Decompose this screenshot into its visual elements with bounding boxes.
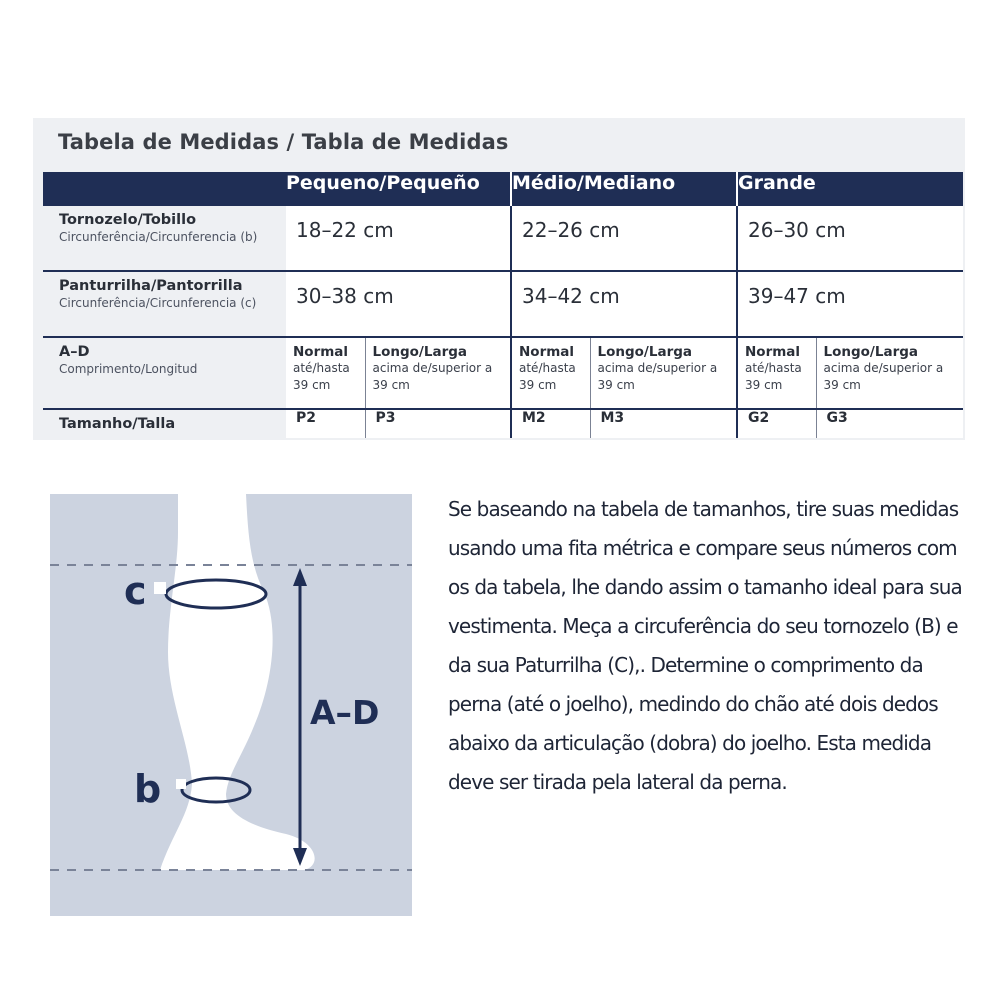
length-normal-large (737, 337, 816, 409)
calf-medium-value: 34–42 cm (511, 271, 737, 337)
calf-label-cell (43, 271, 286, 337)
calf-label: c (124, 569, 147, 613)
ankle-label: Tornozelo/Tobillo (59, 212, 197, 228)
calf-row (43, 271, 963, 337)
length-arrow-top (293, 568, 307, 586)
normal-line1: até/hasta (745, 361, 802, 375)
length-long-large (816, 337, 963, 409)
long-line2: 39 cm (823, 378, 861, 392)
table-header-row (43, 172, 963, 206)
leg-illustration (50, 494, 412, 916)
size-m3: M3 (590, 409, 737, 438)
measurement-instructions: Se baseando na tabela de tamanhos, tire suas medidas usando uma fita métrica e compare seus números com os da tabela, lhe dando assim o tamanho ideal para sua vestimenta. Meça a circuferência do seu tornozelo (B) e da sua Paturrilha (C),. Determine o comprimento da perna (até o joelho), medindo do chão até dois dedos abaixo da articulação (dobra) do joelho. Esta medida deve ser tirada pela lateral da perna. (448, 497, 962, 794)
ankle-ring-gap (176, 779, 186, 789)
header-blank-cell (43, 172, 286, 206)
long-line1: acima de/superior a (597, 361, 718, 375)
size-row (43, 409, 963, 438)
header-medium: Médio/Mediano (511, 172, 737, 206)
normal-line2: 39 cm (745, 378, 783, 392)
length-normal-medium (511, 337, 590, 409)
ankle-row (43, 206, 963, 271)
length-label: A–D (310, 693, 380, 732)
long-title: Longo/Larga (823, 344, 918, 360)
normal-line2: 39 cm (519, 378, 557, 392)
normal-line1: até/hasta (519, 361, 576, 375)
normal-title: Normal (745, 344, 801, 360)
size-label-cell (43, 409, 286, 438)
long-title: Longo/Larga (597, 344, 692, 360)
long-line2: 39 cm (597, 378, 635, 392)
ankle-label-cell (43, 206, 286, 271)
length-long-small (365, 337, 511, 409)
ankle-small-value: 18–22 cm (286, 206, 511, 271)
header-large: Grande (737, 172, 963, 206)
size-m2: M2 (511, 409, 590, 438)
size-g2: G2 (737, 409, 816, 438)
ankle-sublabel: Circunferência/Circunferencia (b) (59, 230, 258, 244)
length-label: A–D (59, 344, 90, 360)
leg-diagram (50, 494, 412, 916)
long-line1: acima de/superior a (823, 361, 944, 375)
size-p3: P3 (365, 409, 511, 438)
normal-line2: 39 cm (293, 378, 331, 392)
size-p2: P2 (286, 409, 365, 438)
ankle-large-value: 26–30 cm (737, 206, 963, 271)
ankle-label: b (134, 767, 162, 811)
ankle-medium-value: 22–26 cm (511, 206, 737, 271)
size-label: Tamanho/Talla (59, 416, 176, 432)
calf-sublabel: Circunferência/Circunferencia (c) (59, 296, 257, 310)
size-table (43, 172, 963, 438)
normal-title: Normal (519, 344, 575, 360)
length-label-cell (43, 337, 286, 409)
calf-ring-gap (154, 582, 166, 594)
long-title: Longo/Larga (372, 344, 467, 360)
size-g3: G3 (816, 409, 963, 438)
calf-small-value: 30–38 cm (286, 271, 511, 337)
length-sublabel: Comprimento/Longitud (59, 362, 198, 376)
calf-large-value: 39–47 cm (737, 271, 963, 337)
length-long-medium (590, 337, 737, 409)
long-line2: 39 cm (372, 378, 410, 392)
long-line1: acima de/superior a (372, 361, 493, 375)
table-title: Tabela de Medidas / Tabla de Medidas (58, 130, 509, 154)
leg-silhouette (160, 494, 315, 870)
calf-label: Panturrilha/Pantorrilla (59, 278, 243, 294)
length-row (43, 337, 963, 409)
normal-title: Normal (293, 344, 349, 360)
length-normal-small (286, 337, 365, 409)
header-small: Pequeno/Pequeño (286, 172, 511, 206)
normal-line1: até/hasta (293, 361, 350, 375)
